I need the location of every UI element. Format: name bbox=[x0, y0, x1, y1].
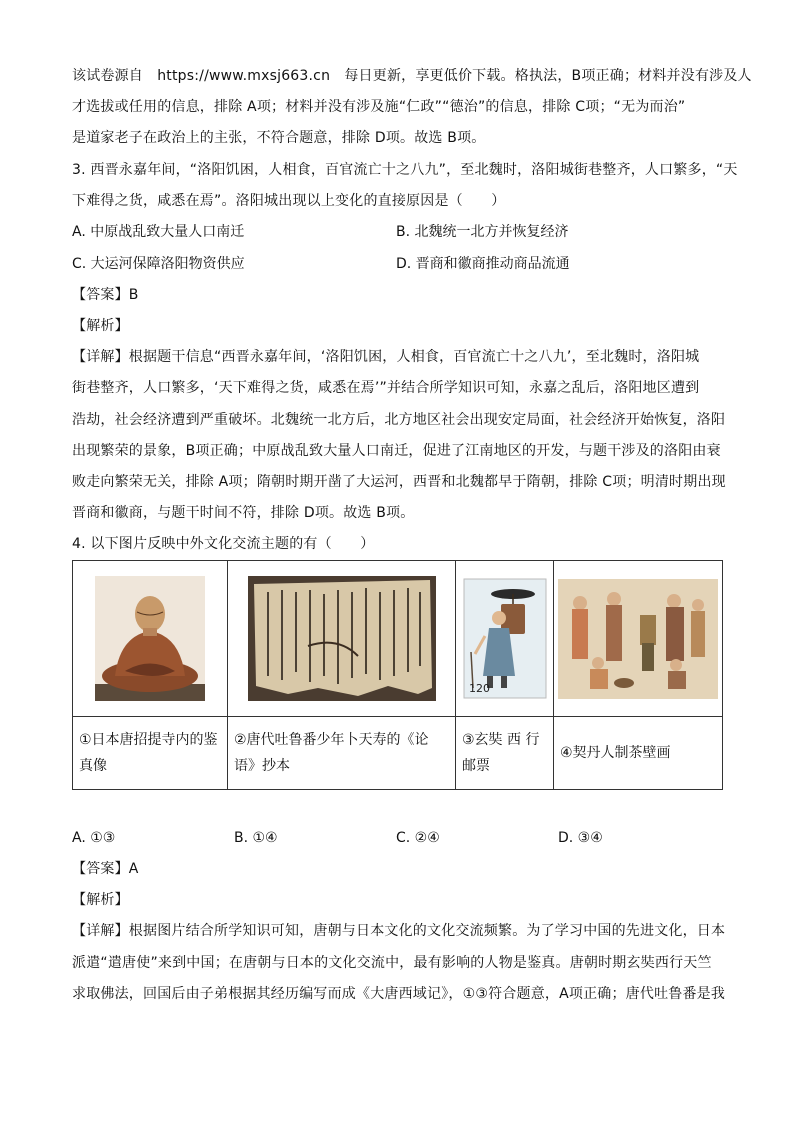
q4-option-c: C. ②④ bbox=[396, 830, 440, 846]
analects-manuscript-image bbox=[248, 576, 436, 701]
q4-detail-line-3: 求取佛法，回国后由子弟根据其经历编写而成《大唐西域记》，①③符合题意，A项正确；唐代吐鲁番是我 bbox=[72, 986, 726, 1002]
jianzhen-statue-image bbox=[95, 576, 205, 701]
stamp-value-label: 120 bbox=[468, 682, 490, 695]
header-line-3: 是道家老子在政治上的主张，不符合题意，排除 D项。故选 B项。 bbox=[72, 130, 486, 146]
q4-detail-line-2: 派遣“遣唐使”来到中国；在唐朝与日本的文化交流中，最有影响的人物是鉴真。唐朝时期玄奘西行天竺 bbox=[72, 955, 712, 971]
q4-answer: 【答案】A bbox=[72, 861, 139, 877]
caption-1: ①日本唐招提寺内的鉴真像 bbox=[73, 717, 228, 790]
q3-detail-line-6: 晋商和徽商，与题干时间不符，排除 D项。故选 B项。 bbox=[72, 505, 415, 521]
q4-analysis-title: 【解析】 bbox=[72, 892, 129, 908]
q3-detail-line-4: 出现繁荣的景象，B项正确；中原战乱致大量人口南迁，促进了江南地区的开发，与题干涉及的洛阳由衰 bbox=[72, 443, 721, 459]
q4-stem: 4. 以下图片反映中外文化交流主题的有（ ） bbox=[72, 536, 375, 552]
q3-detail-line-2: 街巷整齐，人口繁多，‘天下难得之货，咸悉在焉’”并结合所学知识可知，永嘉之乱后，洛阳地区遭到 bbox=[72, 380, 700, 396]
khitan-tea-mural-image bbox=[558, 579, 718, 699]
q3-answer: 【答案】B bbox=[72, 287, 139, 303]
caption-4: ④契丹人制茶壁画 bbox=[554, 717, 723, 790]
q4-option-a: A. ①③ bbox=[72, 830, 116, 846]
q3-detail-line-5: 败走向繁荣无关，排除 A项；隋朝时期开凿了大运河，西晋和北魏都早于隋朝，排除 C项；明清时期出现 bbox=[72, 474, 726, 490]
q4-option-d: D. ③④ bbox=[558, 830, 603, 846]
q3-option-d: D. 晋商和徽商推动商品流通 bbox=[396, 256, 570, 272]
q3-option-a: A. 中原战乱致大量人口南迁 bbox=[72, 224, 245, 240]
figure-cell-4 bbox=[554, 561, 723, 717]
caption-3: ③玄奘 西 行 邮票 bbox=[456, 717, 554, 790]
xuanzang-stamp-image bbox=[461, 576, 549, 701]
header-line-2: 才选拔或任用的信息，排除 A项；材料并没有涉及施“仁政”“德治”的信息，排除 C项；“无为而治” bbox=[72, 99, 686, 115]
q4-figure-table bbox=[72, 560, 723, 790]
q3-detail-line-1: 【详解】根据题干信息“西晋永嘉年间，‘洛阳饥困，人相食，百官流亡十之八九’，至北魏时，洛阳城 bbox=[72, 349, 700, 365]
q3-option-c: C. 大运河保障洛阳物资供应 bbox=[72, 256, 245, 272]
header-line-1: 该试卷源自 https://www.mxsj663.cn 每日更新，享更低价下载。格执法，B项正确；材料并没有涉及人 bbox=[72, 68, 752, 84]
q4-detail-line-1: 【详解】根据图片结合所学知识可知，唐朝与日本文化的文化交流频繁。为了学习中国的先进文化，日本 bbox=[72, 923, 726, 939]
figure-cell-3 bbox=[456, 561, 554, 717]
figure-cell-1 bbox=[73, 561, 228, 717]
q3-stem-line-2: 下难得之货，咸悉在焉”。洛阳城出现以上变化的直接原因是（ ） bbox=[72, 193, 506, 209]
q3-stem-line-1: 3. 西晋永嘉年间，“洛阳饥困，人相食，百官流亡十之八九”，至北魏时，洛阳城街巷整齐，人口繁多，“天 bbox=[72, 162, 738, 178]
q4-option-b: B. ①④ bbox=[234, 830, 278, 846]
q3-analysis-title: 【解析】 bbox=[72, 318, 129, 334]
caption-2: ②唐代吐鲁番少年卜天寿的《论语》抄本 bbox=[228, 717, 456, 790]
q3-detail-line-3: 浩劫，社会经济遭到严重破坏。北魏统一北方后，北方地区社会出现安定局面，社会经济开始恢复，洛阳 bbox=[72, 412, 726, 428]
figure-cell-2 bbox=[228, 561, 456, 717]
q3-option-b: B. 北魏统一北方并恢复经济 bbox=[396, 224, 569, 240]
